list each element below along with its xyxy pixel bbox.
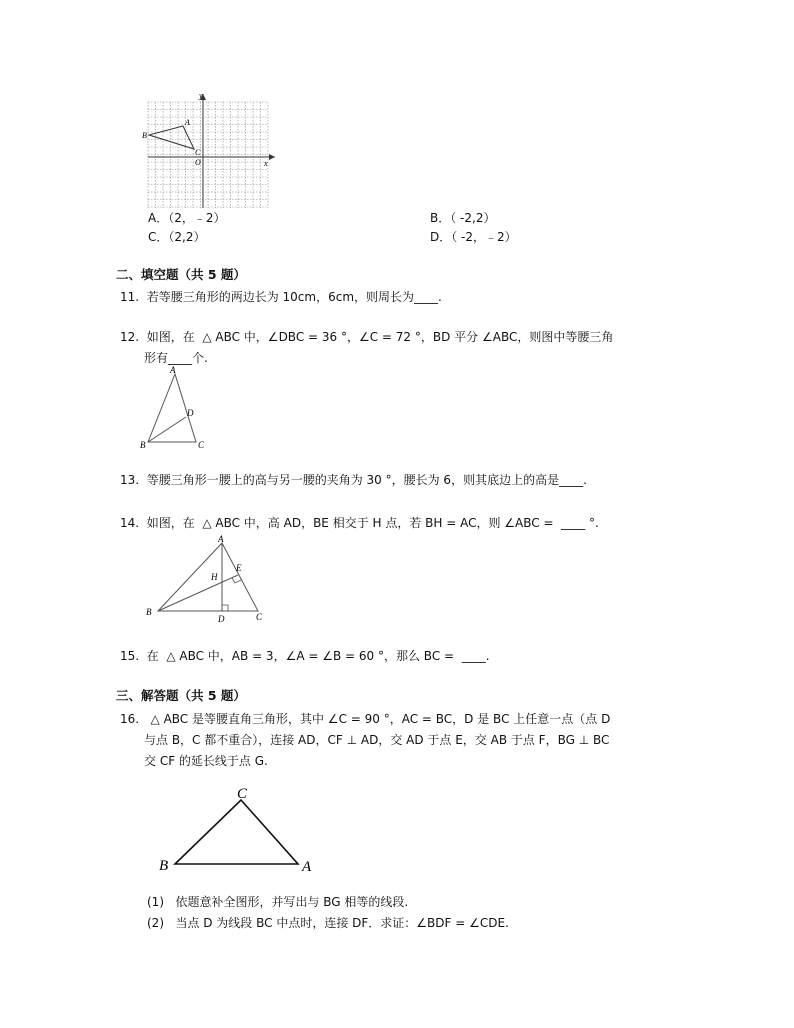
point-a-label: A: [170, 365, 176, 375]
coordinate-grid-figure: [140, 90, 280, 210]
point-b-label: B: [140, 440, 146, 450]
segment-bd: [148, 417, 186, 442]
point-b-label: B: [159, 858, 169, 874]
question-16-part-2: (2) 当点 D 为线段 BC 中点时，连接 DF．求证：∠BDF = ∠CDE.: [147, 916, 509, 930]
point-b-label: B: [146, 607, 152, 617]
question-16-line-3: 交 CF 的延长线于点 G.: [144, 754, 268, 768]
point-e-label: E: [236, 563, 242, 573]
question-13: 13. 等腰三角形一腰上的高与另一腰的夹角为 30 °，腰长为 6，则其底边上的高是____.: [120, 473, 587, 487]
point-h-label: H: [211, 572, 218, 582]
option-d: D．（ -2，﹣2）: [430, 230, 517, 244]
section-heading-fill-blank: 二、填空题（共 5 题）: [116, 267, 246, 282]
triangle-abc: [158, 543, 258, 611]
point-a-label: A: [302, 859, 312, 875]
question-11: 11. 若等腰三角形的两边长为 10cm，6cm，则周长为____.: [120, 290, 442, 304]
point-d-label: D: [218, 614, 225, 624]
point-a-label: A: [218, 534, 224, 544]
question-12-line-2: 形有____个.: [144, 351, 208, 365]
point-c-label: C: [198, 440, 205, 450]
point-c-label: C: [237, 786, 248, 802]
right-triangle-abc: [175, 800, 298, 864]
point-b-label: B: [142, 131, 147, 140]
question-12-line-1: 12. 如图，在 △ ABC 中，∠DBC = 36 °，∠C = 72 °，BD 平分 ∠ABC，则图中等腰三角: [120, 330, 614, 344]
x-axis-arrow: [269, 154, 275, 160]
question-16-triangle-figure: [155, 782, 325, 878]
option-a: A．（2，﹣2）: [148, 211, 226, 225]
origin-label: O: [195, 158, 201, 167]
grid-lines: [148, 102, 268, 208]
point-d-label: D: [187, 408, 194, 418]
option-b: B．（ -2,2）: [430, 211, 496, 225]
question-16-line-1: 16. △ ABC 是等腰直角三角形，其中 ∠C = 90 °，AC = BC，D 是 BC 上任意一点（点 D: [120, 712, 611, 726]
question-16-line-2: 与点 B，C 都不重合），连接 AD，CF ⊥ AD，交 AD 于点 E，交 AB 于点 F，BG ⊥ BC: [144, 733, 610, 747]
point-c-label: C: [195, 148, 201, 157]
option-c: C．（2,2）: [148, 230, 206, 244]
question-14: 14. 如图，在 △ ABC 中，高 AD，BE 相交于 H 点，若 BH = AC，则 ∠ABC = ____ °.: [120, 516, 599, 530]
question-12-triangle-figure: [140, 364, 210, 452]
altitude-be: [158, 575, 238, 611]
question-14-triangle-figure: [140, 533, 270, 625]
right-angle-mark-d: [222, 605, 228, 611]
x-axis-label: x: [264, 159, 268, 168]
point-c-label: C: [256, 612, 263, 622]
question-16-part-1: (1) 依题意补全图形，并写出与 BG 相等的线段.: [147, 895, 409, 909]
point-a-label: A: [185, 118, 190, 127]
right-angle-mark-e: [232, 578, 241, 583]
question-15: 15. 在 △ ABC 中，AB = 3，∠A = ∠B = 60 °，那么 BC = ____.: [120, 649, 490, 663]
section-heading-solve: 三、解答题（共 5 题）: [116, 688, 246, 703]
y-axis-label: y: [199, 91, 203, 100]
